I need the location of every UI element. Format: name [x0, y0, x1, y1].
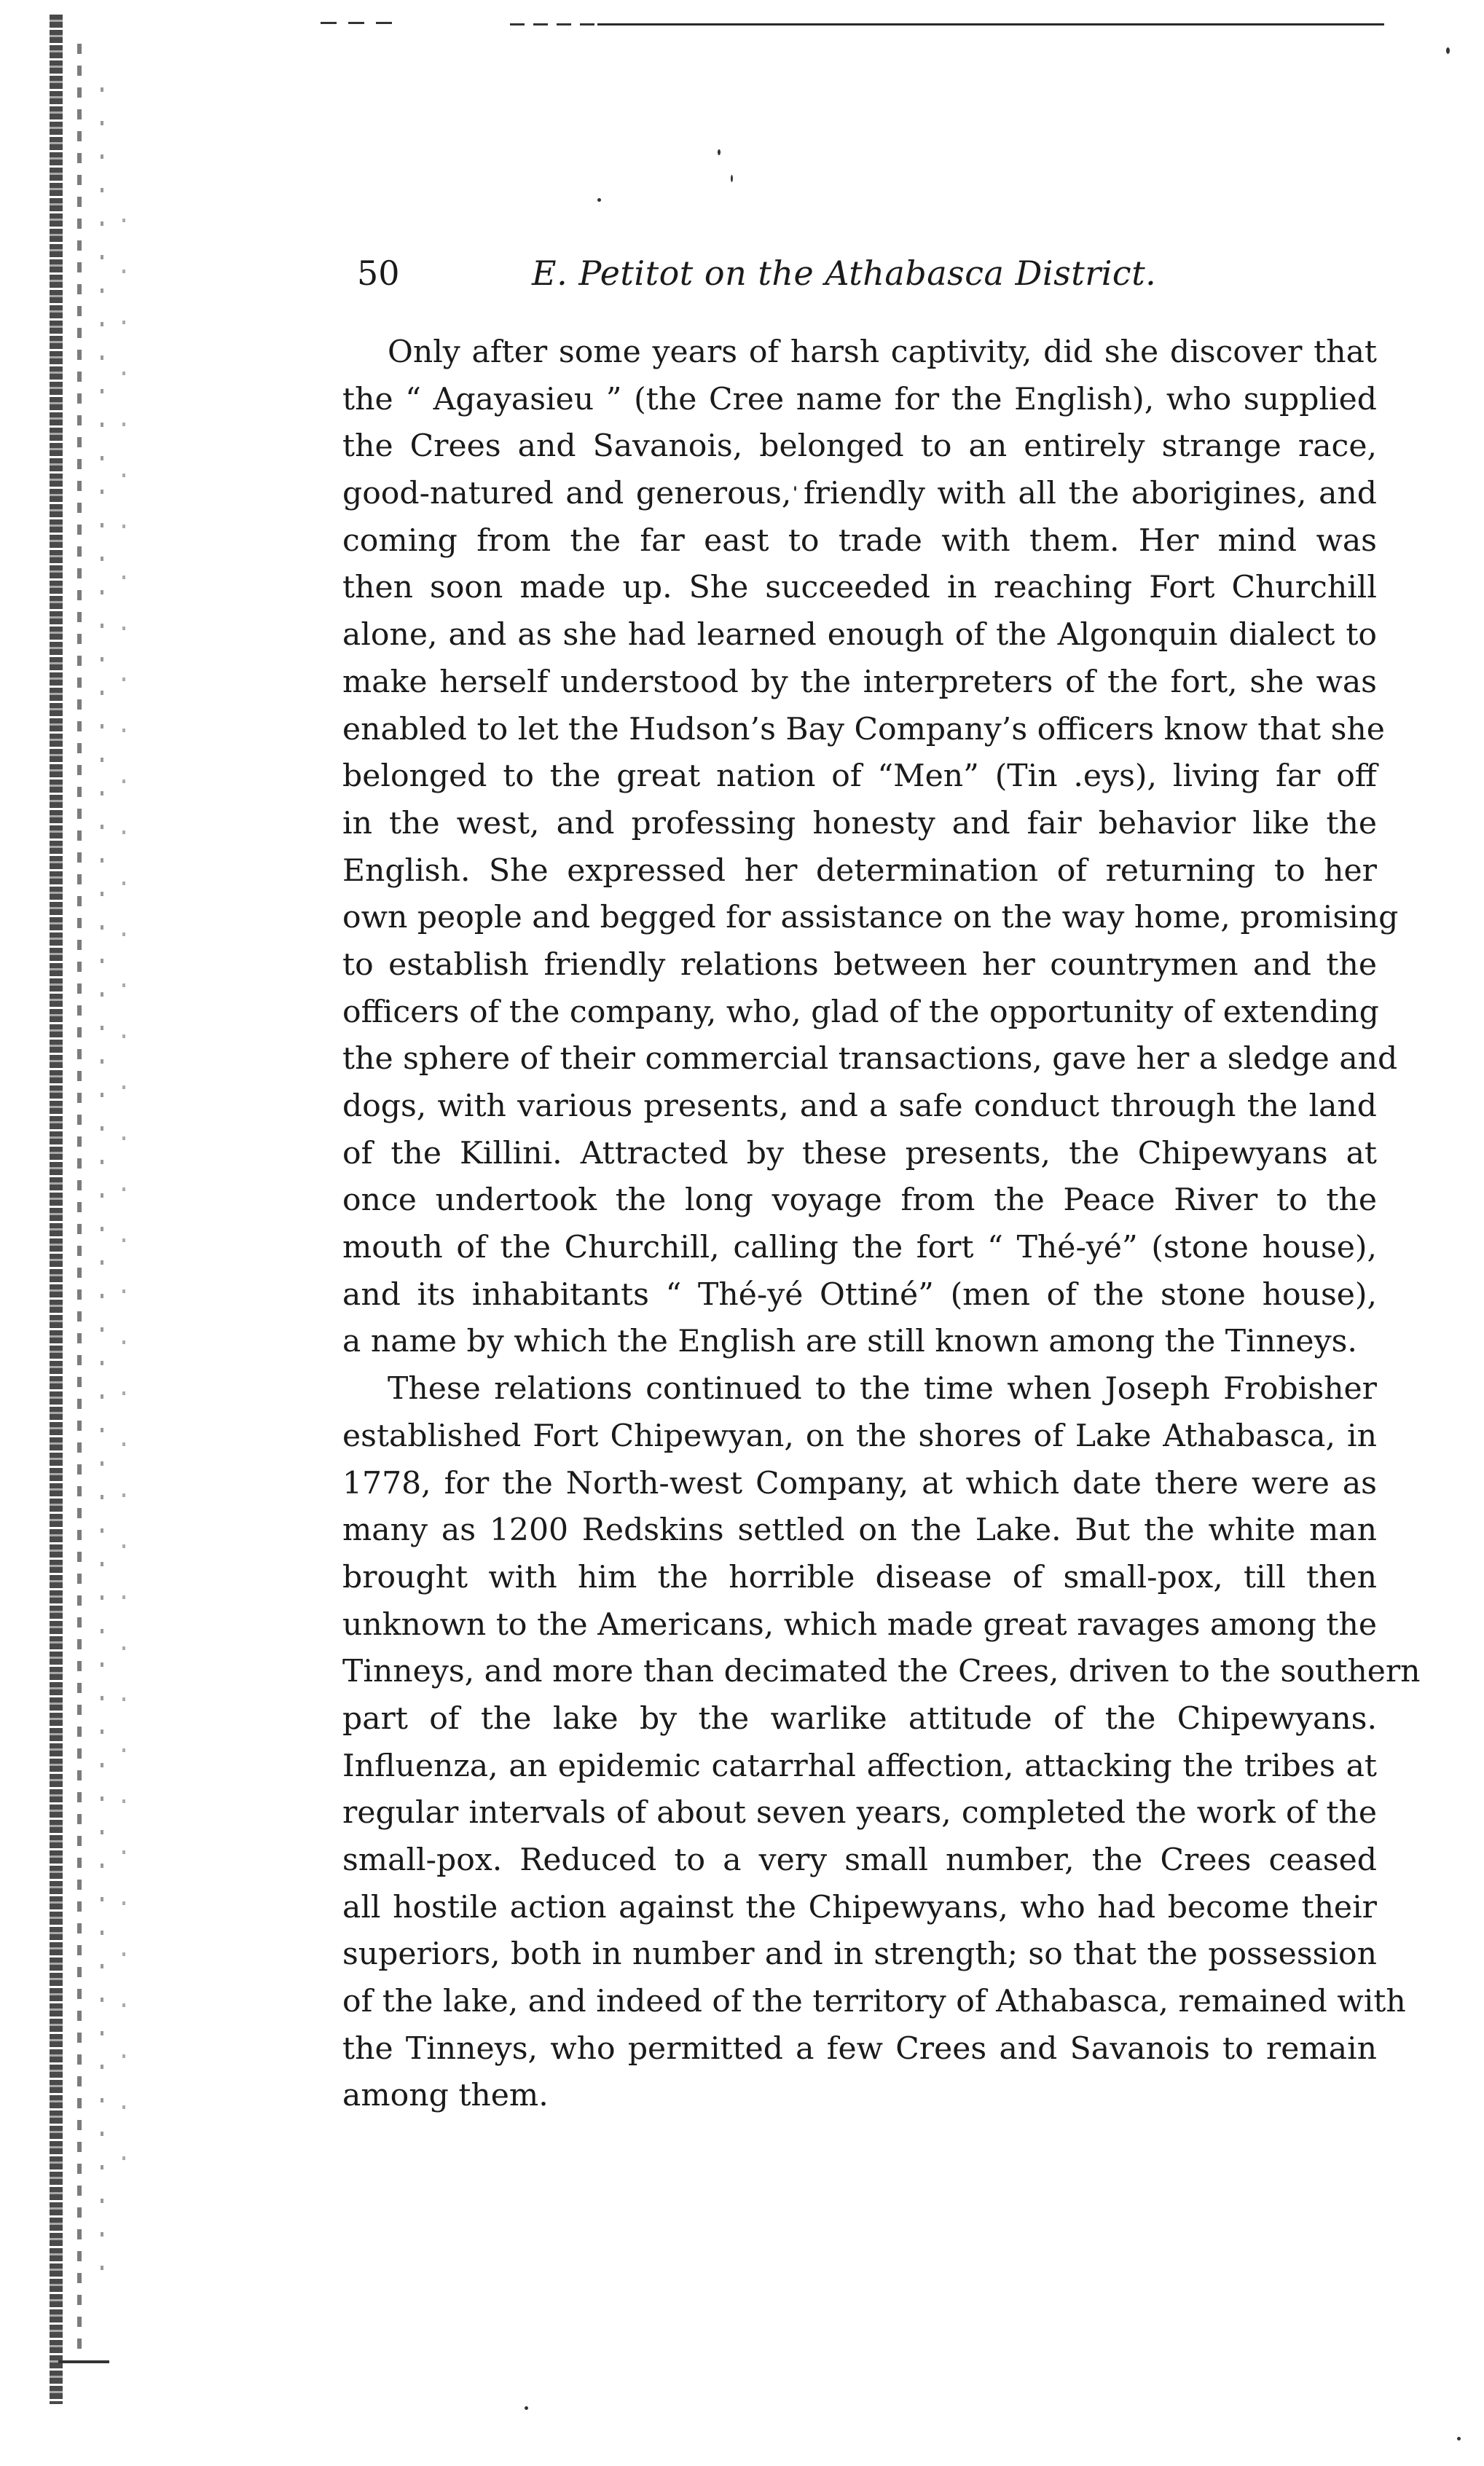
text-line: superiors, both in number and in strength; so that the possession — [342, 1936, 1377, 1973]
text-line: and its inhabitants “ Thé-yé Ottiné” (men of the stone house), — [342, 1276, 1377, 1313]
text-line: good-natured and generous, friendly with all the aborigines, and — [342, 476, 1377, 512]
text-line: Influenza, an epidemic catarrhal affection, attacking the tribes at — [342, 1748, 1377, 1784]
text-line: Only after some years of harsh captivity, did she discover that — [388, 334, 1377, 370]
top-rule-dashed — [321, 22, 401, 24]
body-text — [342, 329, 1421, 2120]
text-line: These relations continued to the time when Joseph Frobisher — [388, 1371, 1377, 1407]
ink-speck — [731, 175, 733, 182]
text-line: brought with him the horrible disease of small-pox, till then — [342, 1559, 1377, 1595]
text-line: part of the lake by the warlike attitude of the Chipewyans. — [342, 1700, 1377, 1737]
top-rule — [510, 23, 1384, 25]
text-line: alone, and as she had learned enough of the Algonquin dialect to — [342, 617, 1377, 653]
text-line: then soon made up. She succeeded in reaching Fort Churchill — [342, 570, 1377, 606]
paragraph-1 — [342, 329, 1399, 1366]
text-line: regular intervals of about seven years, completed the work of the — [342, 1795, 1377, 1831]
text-line: the Tinneys, who permitted a few Crees and Savanois to remain — [342, 2030, 1377, 2067]
text-line: in the west, and professing honesty and fair behavior like the — [342, 805, 1377, 841]
text-line: once undertook the long voyage from the Peace River to the — [342, 1182, 1377, 1219]
text-line: the Crees and Savanois, belonged to an entirely strange race, — [342, 428, 1377, 465]
ink-speck — [525, 2406, 528, 2410]
binding-spine — [50, 15, 63, 2404]
text-line: mouth of the Churchill, calling the fort “ Thé-yé” (stone house), — [342, 1230, 1377, 1266]
text-line: coming from the far east to trade with them. Her mind was — [342, 522, 1377, 559]
text-line: to establish friendly relations between her countrymen and the — [342, 946, 1377, 983]
text-line: of the Killini. Attracted by these presents, the Chipewyans at — [342, 1135, 1377, 1171]
text-line: own people and begged for assistance on the way home, promising — [342, 900, 1399, 936]
binding-gutter — [15, 0, 182, 2466]
ink-speck — [1446, 47, 1450, 54]
ink-speck — [718, 149, 721, 155]
running-title: E. Petitot on the Athabasca District. — [532, 254, 1157, 293]
text-line: the sphere of their commercial transactions, gave her a sledge and — [342, 1041, 1398, 1077]
text-line: the “ Agayasieu ” (the Cree name for the English), who supplied — [342, 381, 1377, 417]
ink-speck — [1457, 2437, 1461, 2441]
text-line: 1778, for the North-west Company, at which date there were as — [342, 1465, 1377, 1501]
text-line: unknown to the Americans, which made great ravages among the — [342, 1606, 1377, 1643]
binding-foot-mark — [58, 2360, 109, 2363]
binding-mark — [122, 219, 125, 2186]
text-line: of the lake, and indeed of the territory of Athabasca, remained with — [342, 1984, 1406, 2020]
paragraph-2 — [342, 1366, 1421, 2120]
running-head — [357, 248, 1406, 299]
text-line: many as 1200 Redskins settled on the Lake. But the white man — [342, 1512, 1377, 1549]
text-line: belonged to the great nation of “Men” (Tin .eys), living far off — [342, 758, 1377, 795]
text-line: make herself understood by the interpreters of the fort, she was — [342, 664, 1377, 700]
binding-mark — [101, 87, 103, 2273]
text-line: enabled to let the Hudson’s Bay Company’s officers know that she — [342, 711, 1385, 747]
ink-speck — [597, 198, 601, 202]
text-line: Tinneys, and more than decimated the Crees, driven to the southern — [342, 1654, 1421, 1690]
binding-mark — [77, 44, 82, 2360]
text-line: small-pox. Reduced to a very small number, the Crees ceased — [342, 1842, 1377, 1878]
text-line: all hostile action against the Chipewyans, who had become their — [342, 1889, 1377, 1925]
text-line: English. She expressed her determination of returning to her — [342, 852, 1377, 889]
text-line: officers of the company, who, glad of the opportunity of extending — [342, 994, 1379, 1030]
text-line: established Fort Chipewyan, on the shores of Lake Athabasca, in — [342, 1418, 1377, 1454]
page-number: 50 — [357, 254, 400, 293]
text-line: a name by which the English are still known among the Tinneys. — [342, 1324, 1357, 1360]
text-line: among them. — [342, 2078, 549, 2114]
text-line: dogs, with various presents, and a safe conduct through the land — [342, 1088, 1377, 1124]
